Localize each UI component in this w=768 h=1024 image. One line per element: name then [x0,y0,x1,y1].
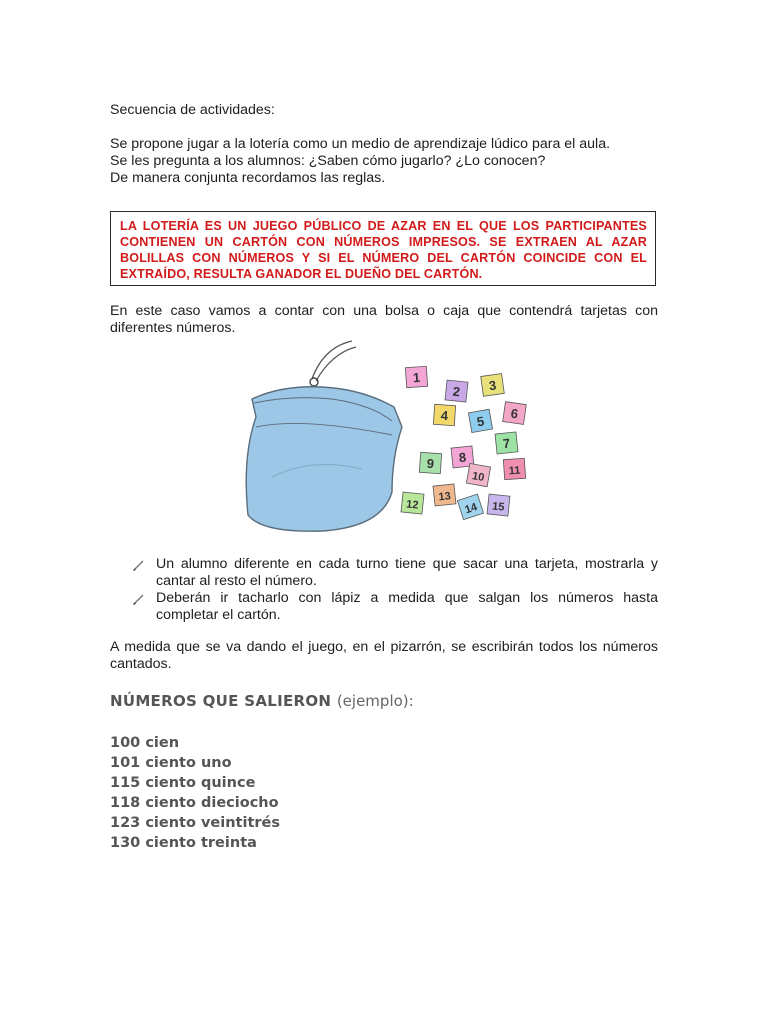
number-card-label: 13 [437,490,452,504]
pencil-bullet-icon [132,558,146,572]
number-card [445,380,468,402]
step-item [110,590,658,623]
number-cards [401,366,526,519]
definition-text: LA LOTERÍA ES UN JUEGO PÚBLICO DE AZAR EN EL QUE LOS PARTICIPANTES CONTIENEN UN CARTÓN CON NÚMEROS IMPRESOS. SE EXTRAEN AL AZAR BOLILLAS CON NÚMEROS Y SI EL NÚMERO DEL CARTÓN COINCIDE CON EL EXTRAÍDO, RESULTA GANADOR EL DUEÑO DEL CARTÓN. [120,219,647,281]
number-card [495,432,518,454]
intro-line-2: Se les pregunta a los alumnos: ¿Saben cómo jugarlo? ¿Lo conocen? [110,153,546,169]
number-card [419,452,441,473]
number-card [457,494,483,520]
number-card [405,366,427,387]
bag-illustration-svg [242,337,632,537]
bag-string [316,347,356,381]
intro-line-3: De manera conjunta recordamos las reglas. [110,170,386,186]
number-card [503,402,527,425]
number-item: 100 cien [110,735,180,751]
number-card [466,463,490,486]
activities-heading: Secuencia de actividades: [110,102,275,118]
number-card [433,484,456,506]
step-text: Un alumno diferente en cada turno tiene que sacar una tarjeta, mostrarla y cantar al resto el número. [156,556,658,589]
number-card-label: 15 [491,500,506,514]
numbers-section-title [110,692,414,710]
step-text: Deberán ir tacharlo con lápiz a medida que salgan los números hasta completar el cartón. [156,590,658,623]
number-item: 101 ciento uno [110,755,232,771]
number-card [468,409,492,432]
intro-paragraph [110,136,610,187]
number-card-label: 14 [463,501,479,517]
number-card-label: 11 [508,464,521,478]
bag-with-cards-illustration [242,337,632,537]
number-item: 130 ciento treinta [110,835,257,851]
number-item: 118 ciento dieciocho [110,795,279,811]
number-item: 115 ciento quince [110,775,256,791]
pencil-bullet-icon [132,592,146,606]
numbers-title-note: (ejemplo): [336,692,414,710]
number-card-label: 9 [426,455,435,472]
number-card-label: 8 [458,449,467,466]
step-item [110,556,658,589]
number-card-label: 6 [509,405,520,422]
bag-body [246,387,402,531]
number-card-label: 3 [487,377,498,394]
number-card [481,374,505,397]
number-card-label: 4 [440,407,449,424]
numbers-title-text: NÚMEROS QUE SALIERON [110,692,332,710]
number-item: 123 ciento veintitrés [110,815,281,831]
number-card [503,458,525,479]
number-card [487,494,510,516]
numbers-list [110,733,280,853]
context-paragraph: En este caso vamos a contar con una bolsa o caja que contendrá tarjetas con diferentes números. [110,303,658,336]
number-card-label: 10 [471,470,486,485]
definition-box [110,211,656,286]
bag-eyelet [310,378,318,386]
number-card-label: 5 [475,413,486,430]
number-card [433,404,455,425]
number-card-label: 1 [412,369,421,386]
closing-paragraph: A medida que se va dando el juego, en el pizarrón, se escribirán todos los números cantados. [110,639,658,672]
number-card-label: 2 [452,383,461,400]
steps-list [110,556,658,624]
number-card-label: 12 [405,498,420,512]
intro-line-1: Se propone jugar a la lotería como un medio de aprendizaje lúdico para el aula. [110,136,611,152]
number-card-label: 7 [502,435,511,452]
number-card [401,492,424,514]
